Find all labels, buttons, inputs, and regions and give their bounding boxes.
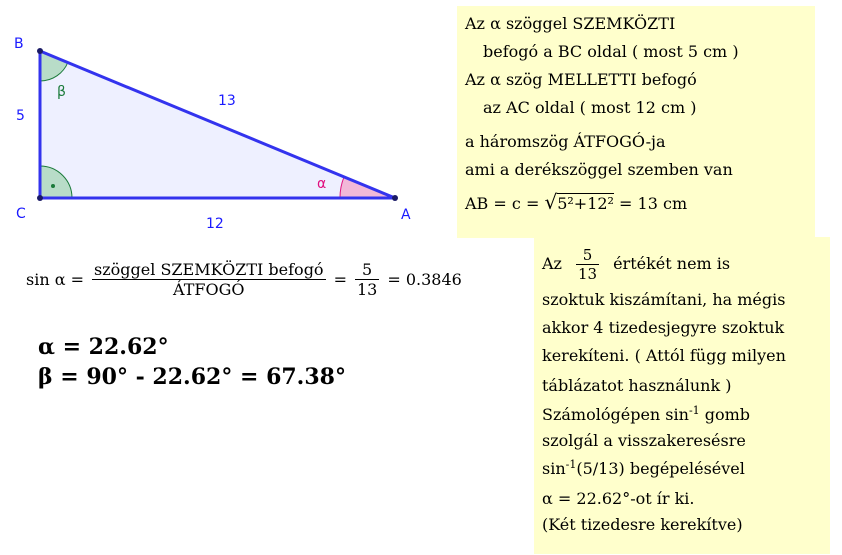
line6-a: Számológépen sin (542, 405, 689, 424)
right-angle-dot (51, 184, 55, 188)
sine-numerator: szöggel SZEMKÖZTI befogó (94, 259, 324, 279)
side-ac-label: 12 (206, 216, 224, 232)
bottom-fraction (576, 246, 599, 283)
vertex-c-label: C (16, 206, 26, 222)
sine-frac-den: 13 (356, 279, 378, 299)
alpha-label: α (317, 176, 327, 192)
bottom-frac-num: 5 (582, 245, 593, 264)
sine-lhs: sin α = (26, 269, 85, 289)
line6-sup: -1 (688, 404, 700, 417)
top-box-line-3: Az α szög MELLETTI befogó (465, 70, 697, 89)
vertex-a-point[interactable] (392, 195, 398, 201)
bottom-frac-den: 13 (577, 264, 598, 283)
vertex-b-point[interactable] (37, 48, 43, 54)
formula-right: = 13 cm (613, 194, 688, 213)
bottom-box-line-4: kerekíteni. ( Attól függ milyen (542, 346, 786, 365)
bottom-line1-rest: értékét nem is (613, 254, 731, 273)
sine-formula (26, 253, 462, 305)
top-box-line-4: az AC oldal ( most 12 cm ) (483, 98, 697, 117)
sqrt-sign: √ (544, 190, 558, 214)
bottom-explanation-box (534, 237, 830, 554)
vertex-c-point[interactable] (37, 195, 43, 201)
formula-left: AB = c = (465, 194, 545, 213)
bottom-box-line-9: α = 22.62°-ot ír ki. (542, 489, 695, 508)
sine-result: = 0.3846 (387, 269, 462, 289)
side-ab-label: 13 (218, 93, 236, 109)
sine-value-fraction (355, 260, 379, 299)
sine-definition-fraction (92, 260, 326, 299)
beta-result: β = 90° - 22.62° = 67.38° (38, 364, 346, 390)
vertex-b-label: B (14, 36, 24, 52)
line8-b: (5/13) begépelésével (576, 459, 745, 478)
line8-sup: -1 (565, 458, 577, 471)
sine-denominator: ÁTFOGÓ (92, 279, 326, 299)
vertex-a-label: A (401, 207, 411, 223)
side-bc-label: 5 (16, 108, 25, 124)
bottom-box-line-1 (542, 243, 730, 285)
bottom-box-line-10: (Két tizedesre kerekítve) (542, 515, 743, 534)
bottom-box-line-2: szoktuk kiszámítani, ha mégis (542, 290, 786, 309)
sine-equals: = (333, 269, 347, 289)
top-box-line-5: a háromszög ÁTFOGÓ-ja (465, 132, 666, 151)
bottom-az: Az (542, 254, 562, 273)
beta-label: β (57, 84, 66, 100)
bottom-box-line-5: táblázatot használunk ) (542, 376, 732, 395)
top-explanation-box (457, 6, 815, 238)
top-box-line-6: ami a derékszöggel szemben van (465, 160, 733, 179)
bottom-box-line-8 (542, 459, 745, 481)
hypotenuse-formula (465, 192, 687, 214)
alpha-result: α = 22.62° (38, 334, 169, 360)
bottom-box-line-3: akkor 4 tizedesjegyre szoktuk (542, 318, 785, 337)
bottom-box-line-7: szolgál a visszakeresésre (542, 431, 746, 450)
radicand: 5²+12² (557, 194, 614, 213)
top-box-line-1: Az α szöggel SZEMKÖZTI (465, 14, 676, 33)
top-box-line-2: befogó a BC oldal ( most 5 cm ) (483, 42, 739, 61)
sine-frac-num: 5 (362, 259, 373, 279)
bottom-box-line-6 (542, 405, 750, 427)
line8-a: sin (542, 459, 566, 478)
line6-b: gomb (699, 405, 751, 424)
